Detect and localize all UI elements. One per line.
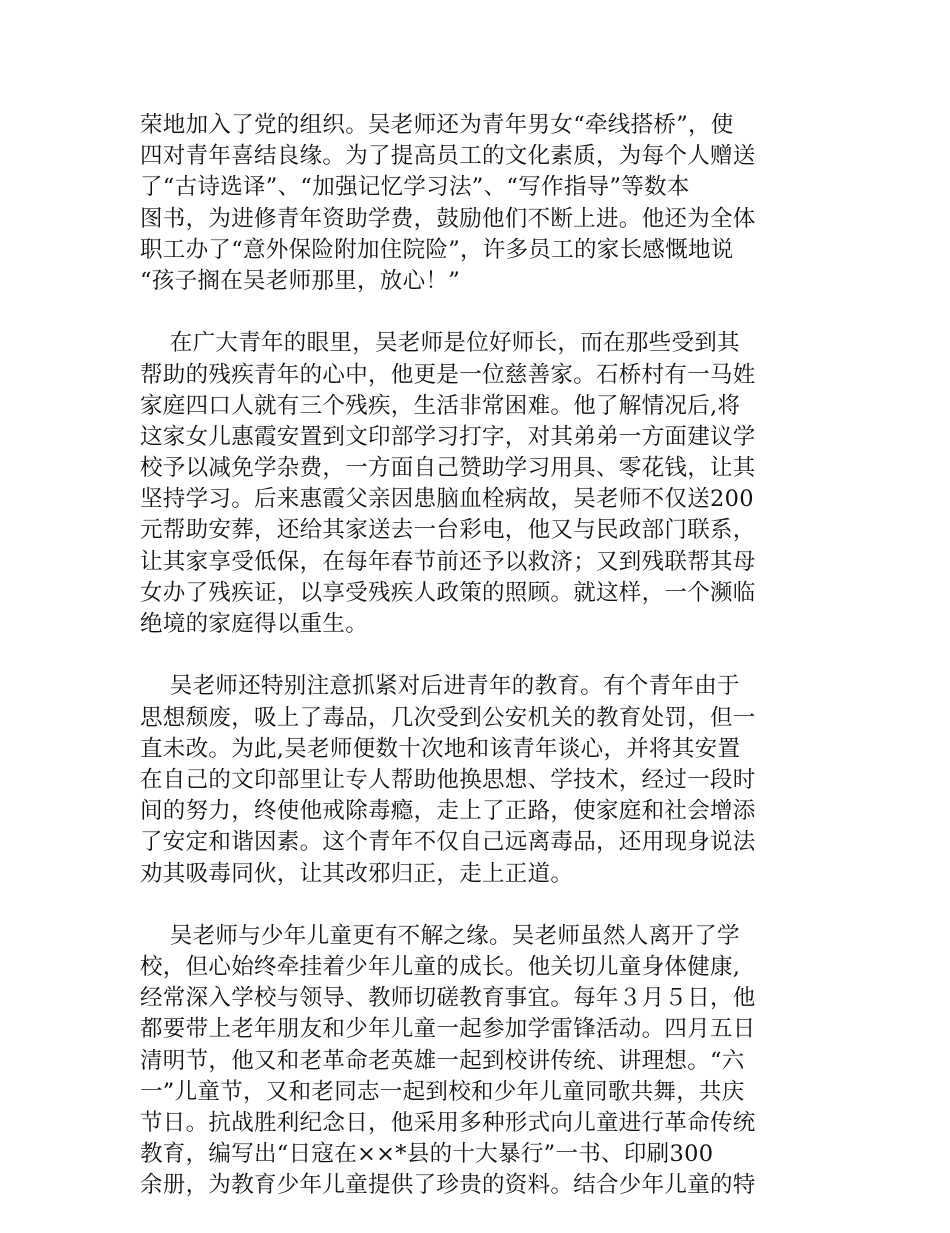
text-line: 都要带上老年朋友和少年儿童一起参加学雷锋活动。四月五日 (140, 1016, 756, 1043)
text-line: 元帮助安葬，还给其家送去一台彩电，他又与民政部门联系， (140, 517, 756, 544)
text-line: 教育，编写出“日寇在××*县的十大暴行”一书、印刷300 (140, 1141, 714, 1168)
document-page (140, 110, 820, 1233)
text-line: 经常深入学校与领导、教师切磋教育事宜。每年３月５日，他 (140, 985, 756, 1012)
text-line: 清明节，他又和老革命老英雄一起到校讲传统、讲理想。“六 (140, 1047, 745, 1074)
paragraph (140, 328, 820, 640)
text-line: 劝其吸毒同伙，让其改邪归正，走上正道。 (140, 860, 574, 887)
text-line: 让其家享受低保，在每年春节前还予以救济；又到残联帮其母 (140, 548, 756, 575)
text-line: 了“古诗选译”、“加强记忆学习法”、“写作指导”等数本 (140, 174, 690, 201)
text-line: 校予以减免学杂费，一方面自己赞助学习用具、零花钱，让其 (140, 455, 756, 482)
text-line: 校，但心始终牵挂着少年儿童的成长。他关切儿童身体健康, (140, 954, 741, 981)
text-line: 直未改。为此,吴老师便数十次地和该青年谈心，并将其安置 (140, 735, 741, 762)
text-line: 家庭四口人就有三个残疾，生活非常困难。他了解情况后,将 (140, 392, 741, 419)
text-line: 在广大青年的眼里，吴老师是位好师长，而在那些受到其 (140, 330, 740, 357)
text-line: 吴老师还特别注意抓紧对后进青年的教育。有个青年由于 (140, 673, 740, 700)
text-line: 节日。抗战胜利纪念日，他采用多种形式向儿童进行革命传统 (140, 1110, 756, 1136)
text-line: 余册，为教育少年儿童提供了珍贵的资料。结合少年儿童的特 (140, 1172, 756, 1199)
text-line: 这家女儿惠霞安置到文印部学习打字，对其弟弟一方面建议学 (140, 423, 756, 450)
text-line: 荣地加入了党的组织。吴老师还为青年男女“牵线搭桥”，使 (140, 112, 734, 138)
text-line: 帮助的残疾青年的心中，他更是一位慈善家。石桥村有一马姓 (140, 361, 756, 388)
text-line: 职工办了“意外保险附加住院险”，许多员工的家长感慨地说 (140, 236, 734, 263)
paragraph (140, 921, 820, 1202)
paragraph (140, 110, 820, 297)
text-line: “孩子搁在吴老师那里，放心！” (140, 267, 461, 294)
text-line: 思想颓废，吸上了毒品，几次受到公安机关的教育处罚，但一 (140, 704, 756, 731)
text-line: 一”儿童节，又和老同志一起到校和少年儿童同歌共舞，共庆 (140, 1078, 745, 1105)
text-line: 坚持学习。后来惠霞父亲因患脑血栓病故，吴老师不仅送200 (140, 486, 754, 513)
text-line: 吴老师与少年儿童更有不解之缘。吴老师虽然人离开了学 (140, 922, 740, 949)
text-line: 图书，为进修青年资助学费，鼓励他们不断上进。他还为全体 (140, 205, 756, 232)
text-line: 女办了残疾证，以享受残疾人政策的照顾。就这样，一个濒临 (140, 579, 756, 606)
text-line: 绝境的家庭得以重生。 (140, 611, 369, 637)
text-line: 四对青年喜结良缘。为了提高员工的文化素质，为每个人赠送 (140, 143, 756, 170)
text-line: 在自己的文印部里让专人帮助他换思想、学技术，经过一段时 (140, 766, 756, 793)
text-line: 了安定和谐因素。这个青年不仅自己远离毒品，还用现身说法 (140, 829, 756, 856)
text-line: 间的努力，终使他戒除毒瘾，走上了正路，使家庭和社会增添 (140, 798, 756, 825)
paragraph (140, 671, 820, 889)
